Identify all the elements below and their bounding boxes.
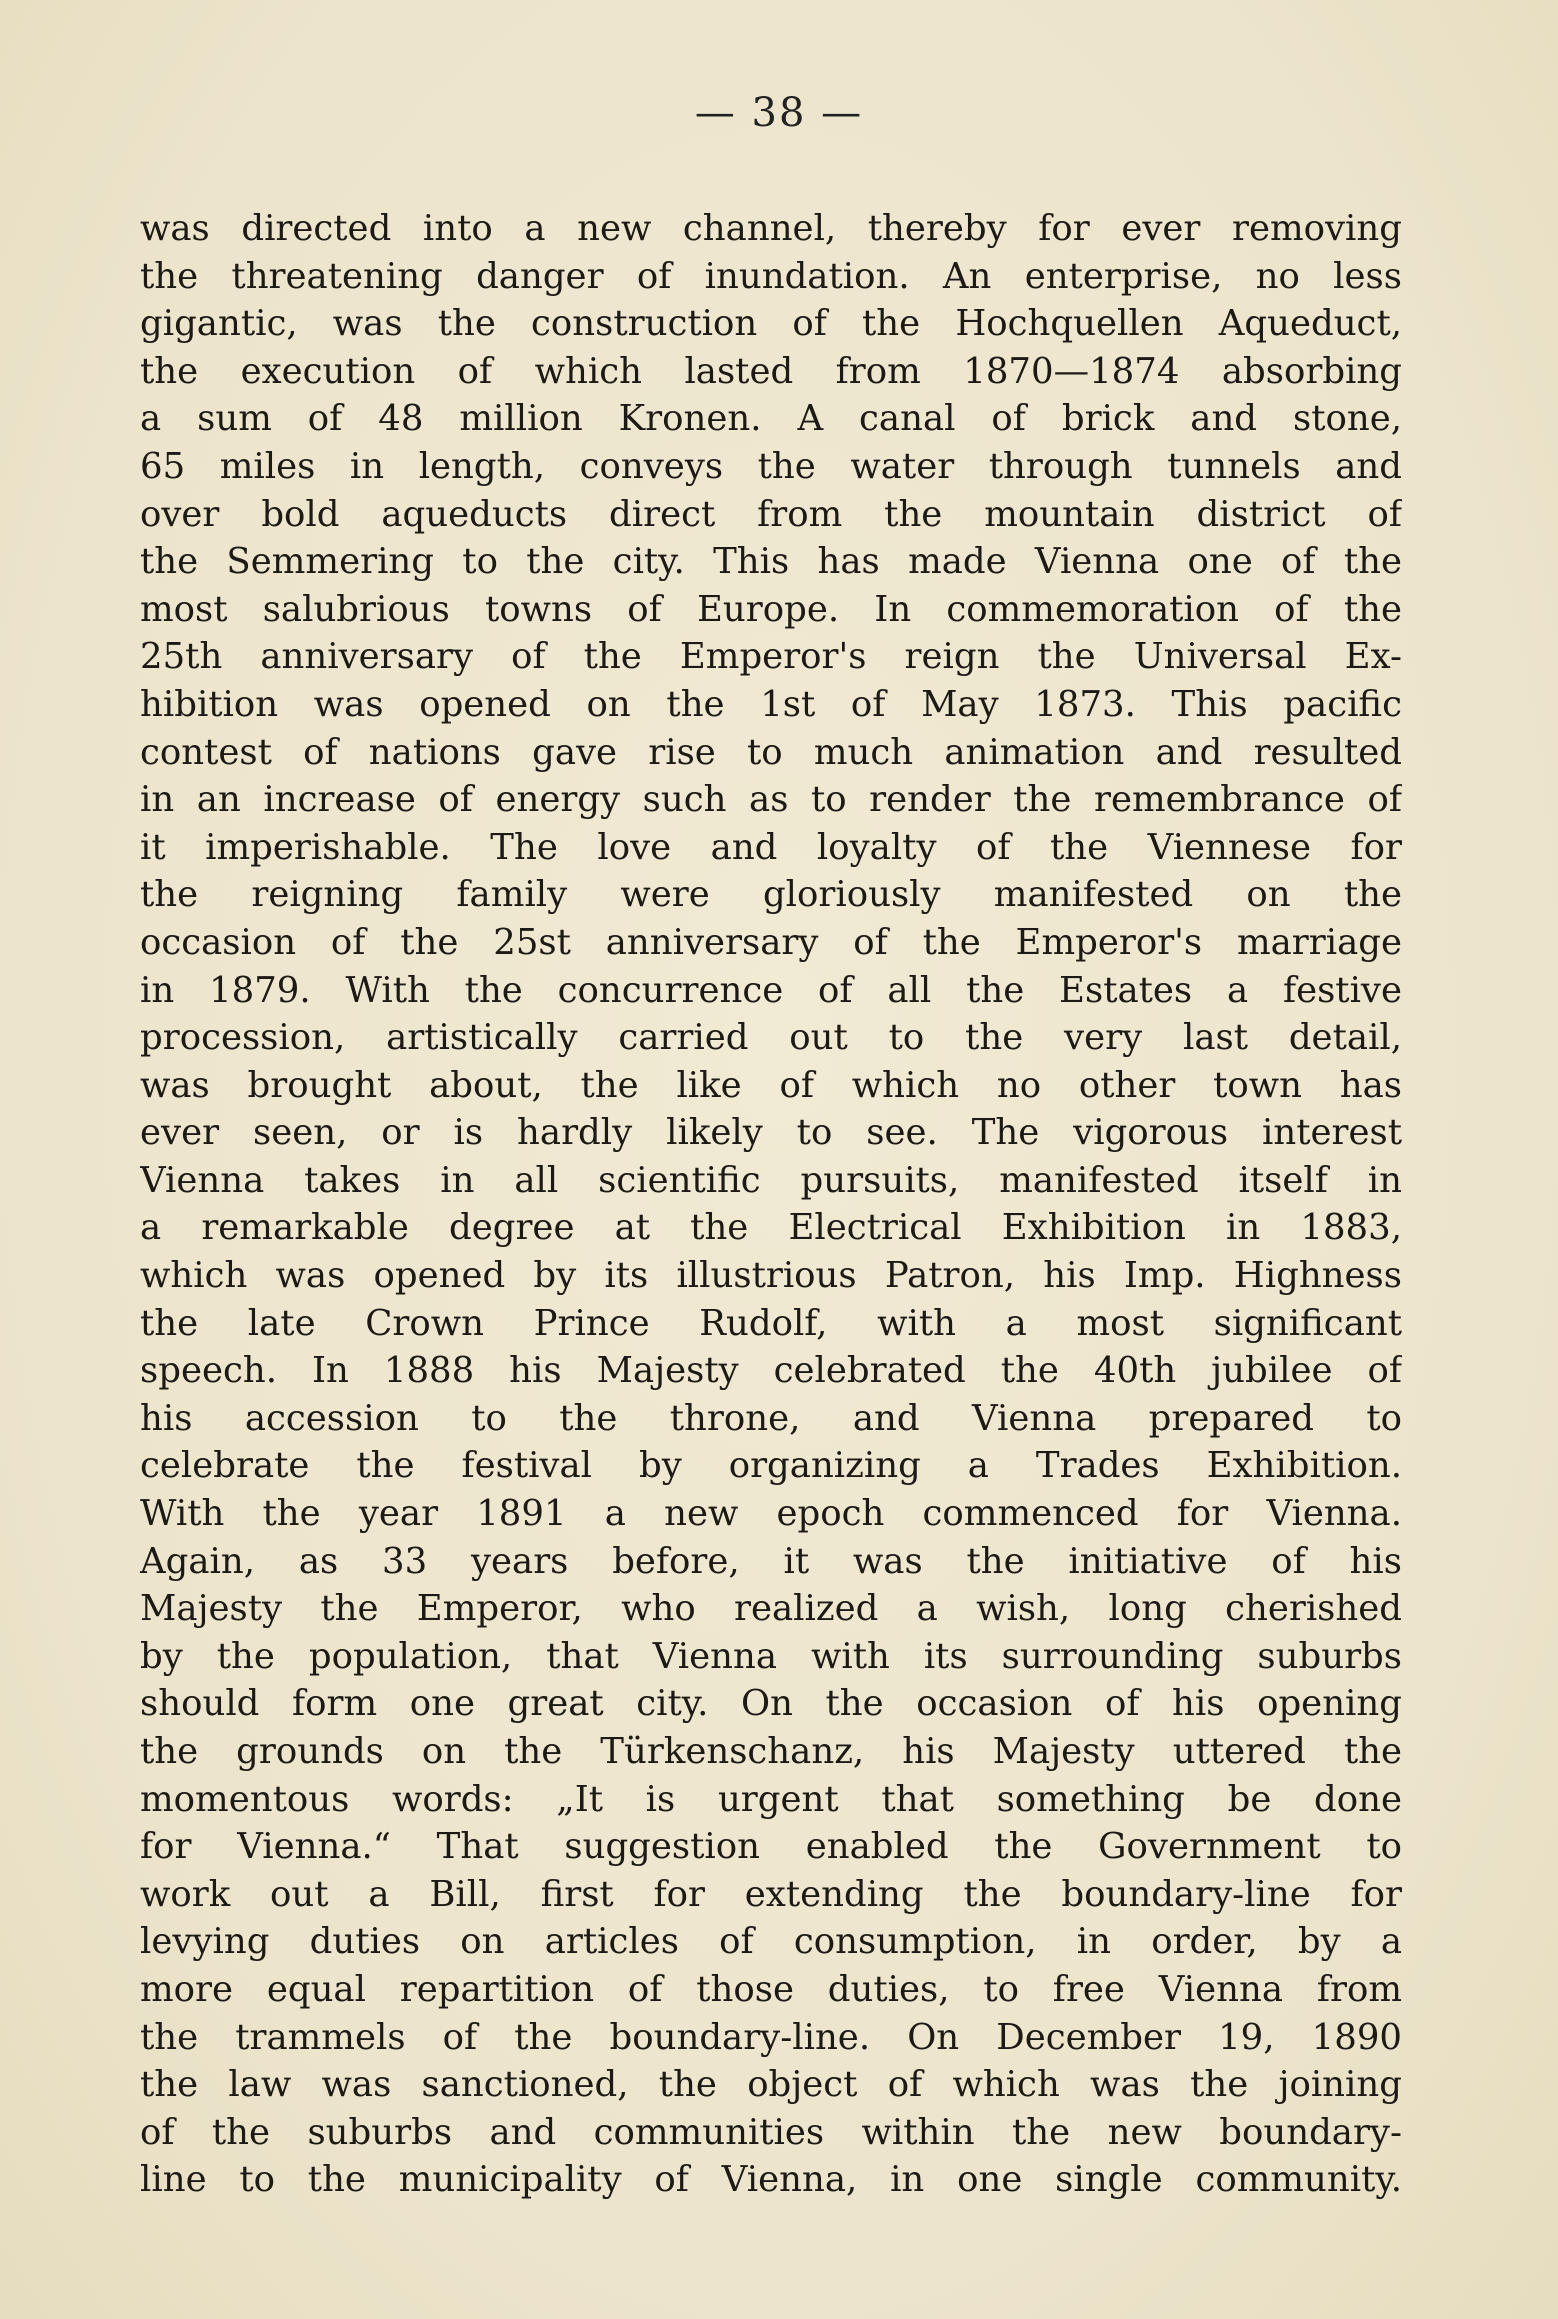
text-line: the reigning family were gloriously manifested on the [140,874,1402,916]
text-line: by the population, that Vienna with its surrounding suburbs [140,1635,1402,1677]
text-line: Again, as 33 years before, it was the initiative of his [140,1540,1402,1582]
text-line: his accession to the throne, and Vienna prepared to [140,1397,1402,1439]
text-line: was brought about, the like of which no other town has [140,1064,1402,1106]
text-line: gigantic, was the construction of the Hochquellen Aqueduct, [140,303,1402,345]
text-line: levying duties on articles of consumption, in order, by a [140,1921,1402,1963]
text-line: procession, artistically carried out to the very last detail, [140,1017,1402,1059]
body-text [140,205,1402,2204]
text-line: work out a Bill, first for extending the boundary-line for [140,1873,1402,1915]
text-line: should form one great city. On the occasion of his opening [140,1683,1402,1725]
text-line: 25th anniversary of the Emperor's reign the Universal Ex- [140,636,1402,678]
text-line: over bold aqueducts direct from the mountain district of [140,493,1402,535]
text-line: was directed into a new channel, thereby for ever removing [140,208,1402,249]
text-line: the trammels of the boundary-line. On December 19, 1890 [140,2016,1402,2058]
text-line: the threatening danger of inundation. An enterprise, no less [140,255,1402,297]
text-line: it imperishable. The love and loyalty of the Viennese for [140,826,1402,868]
text-line: line to the municipality of Vienna, in one single community. [140,2159,1402,2201]
text-line: ever seen, or is hardly likely to see. The vigorous interest [140,1112,1402,1154]
text-line: of the suburbs and communities within the new boundary- [140,2111,1402,2153]
text-line: speech. In 1888 his Majesty celebrated the 40th jubilee of [140,1350,1402,1392]
text-line: which was opened by its illustrious Patron, his Imp. Highness [140,1255,1402,1297]
text-line: a sum of 48 million Kronen. A canal of brick and stone, [140,398,1402,440]
text-line: Majesty the Emperor, who realized a wish, long cherished [140,1588,1402,1630]
text-line: the late Crown Prince Rudolf, with a most significant [140,1302,1402,1344]
text-line: in an increase of energy such as to render the remembrance of [140,779,1402,821]
text-line: celebrate the festival by organizing a Trades Exhibition. [140,1445,1402,1487]
text-line: most salubrious towns of Europe. In commemoration of the [140,588,1402,630]
text-line: hibition was opened on the 1st of May 1873. This pacific [140,683,1402,725]
text-line: the grounds on the Türkenschanz, his Majesty uttered the [140,1731,1402,1772]
text-line: momentous words: „It is urgent that something be done [140,1778,1402,1820]
text-line: 65 miles in length, conveys the water through tunnels and [140,445,1402,487]
page-number: — 38 — [694,90,864,136]
text-line: Vienna takes in all scientific pursuits, manifested itself in [140,1159,1402,1201]
text-line: occasion of the 25st anniversary of the Emperor's marriage [140,921,1402,963]
text-line: the law was sanctioned, the object of which was the joining [140,2064,1402,2106]
text-line: the execution of which lasted from 1870—1874 absorbing [140,350,1402,392]
text-line: for Vienna.“ That suggestion enabled the Government to [140,1826,1402,1868]
text-line: contest of nations gave rise to much animation and resulted [140,731,1402,773]
text-line: the Semmering to the city. This has made Vienna one of the [140,541,1402,583]
text-line: in 1879. With the concurrence of all the Estates a festive [140,969,1402,1011]
text-line: a remarkable degree at the Electrical Exhibition in 1883, [140,1207,1402,1249]
text-line: With the year 1891 a new epoch commenced for Vienna. [140,1493,1402,1535]
text-line: more equal repartition of those duties, to free Vienna from [140,1968,1402,2010]
